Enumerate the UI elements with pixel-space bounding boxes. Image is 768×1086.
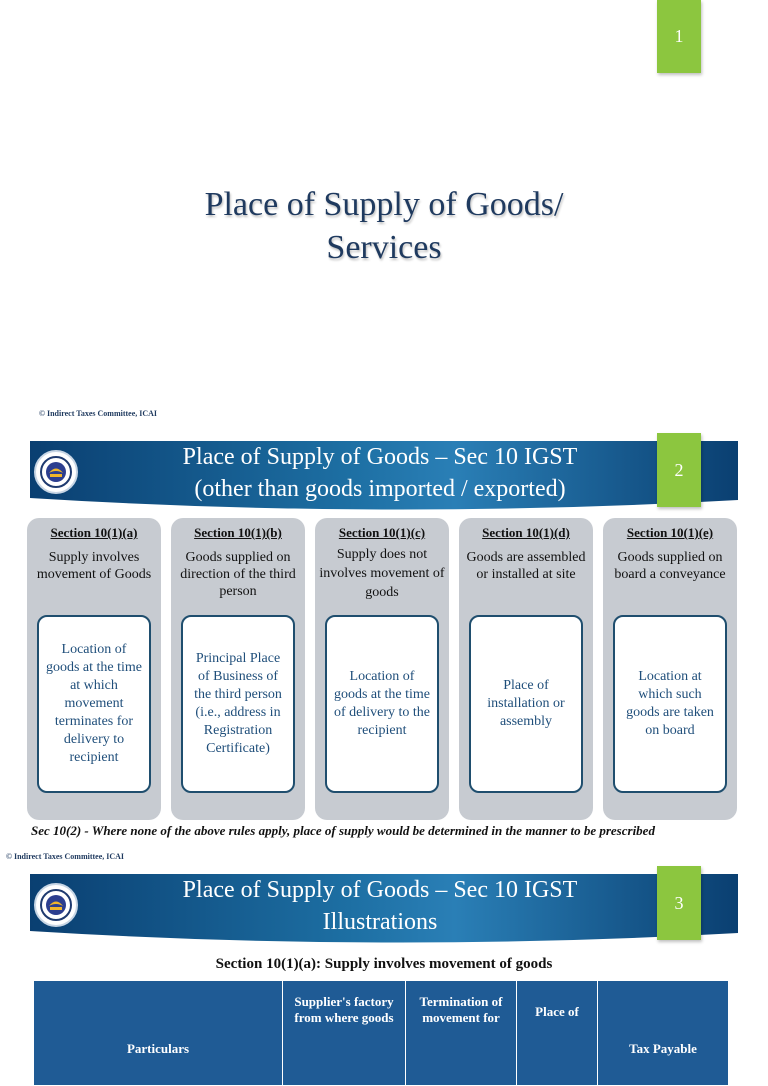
banner-curve: [30, 498, 738, 514]
place-of-supply-box: [325, 615, 439, 793]
section-heading: Section 10(1)(d): [482, 525, 570, 540]
table-header-cell: Tax Payable: [598, 981, 729, 1086]
section-column: [459, 518, 593, 820]
section-description: Goods supplied on board a conveyance: [614, 550, 726, 582]
slide-number-badge: 3: [657, 866, 701, 940]
section-heading: Section 10(1)(b): [194, 525, 282, 540]
slide-banner: [30, 874, 738, 946]
section-heading: Section 10(1)(c): [338, 525, 426, 540]
illustration-table: [33, 980, 729, 1086]
slide-title: [0, 183, 768, 269]
place-of-supply-box: [181, 615, 295, 793]
place-of-supply-box: [469, 615, 583, 793]
place-of-supply-text: Location of goods at the time at which movement terminates for delivery to recipient: [45, 642, 143, 765]
table-header-cell: Place of: [517, 981, 598, 1086]
slide-title-line-1: Place of Supply of Goods/: [204, 186, 564, 223]
residual-rule-note: Sec 10(2) - Where none of the above rules apply, place of supply would be determined in the manner to be prescribed: [31, 823, 655, 838]
section-column: [27, 518, 161, 820]
section-description: Supply does not involves movement of goods: [319, 547, 445, 600]
place-of-supply-text: Location at which such goods are taken on board: [626, 669, 714, 738]
section-description: Supply involves movement of Goods: [36, 550, 152, 582]
table-header-row: [34, 981, 729, 1086]
section-column: [315, 518, 449, 820]
banner-curve: [30, 931, 738, 947]
place-of-supply-box: [613, 615, 727, 793]
section-heading: Section 10(1)(a): [50, 525, 138, 540]
table-header-cell: Termination of movement for: [406, 981, 517, 1086]
section-heading: Section 10(1)(e): [626, 525, 714, 540]
illustration-subtitle: Section 10(1)(a): Supply involves movement of goods: [215, 956, 553, 972]
table-header-cell: Supplier's factory from where goods: [283, 981, 406, 1086]
section-description: Goods are assembled or installed at site: [466, 550, 586, 582]
copyright-notice: © Indirect Taxes Committee, ICAI: [6, 852, 125, 861]
section-column: [603, 518, 737, 820]
place-of-supply-box: [37, 615, 151, 793]
slide-number-badge: 2: [657, 433, 701, 507]
icai-logo-icon: [34, 450, 78, 494]
banner-title-line-2: Illustrations: [322, 909, 438, 935]
place-of-supply-text: Place of installation or assembly: [487, 678, 565, 729]
table-header-cell: Particulars: [34, 981, 283, 1086]
copyright-notice: © Indirect Taxes Committee, ICAI: [39, 409, 158, 418]
banner-title: [90, 874, 670, 938]
banner-title-line-1: Place of Supply of Goods – Sec 10 IGST: [182, 877, 578, 903]
banner-title: [90, 441, 670, 505]
banner-title-line-2: (other than goods imported / exported): [194, 476, 566, 502]
slide-number-badge: 1: [657, 0, 701, 73]
slide-title-line-2: Services: [326, 229, 442, 266]
icai-logo-icon: [34, 883, 78, 927]
section-description: Goods supplied on direction of the third person: [180, 550, 296, 599]
slide-banner: [30, 441, 738, 513]
place-of-supply-text: Location of goods at the time of delivery to the recipient: [333, 669, 431, 738]
section-column: [171, 518, 305, 820]
banner-title-line-1: Place of Supply of Goods – Sec 10 IGST: [182, 444, 578, 470]
place-of-supply-text: Principal Place of Business of the third person (i.e., address in Registration Certificate): [194, 651, 282, 756]
